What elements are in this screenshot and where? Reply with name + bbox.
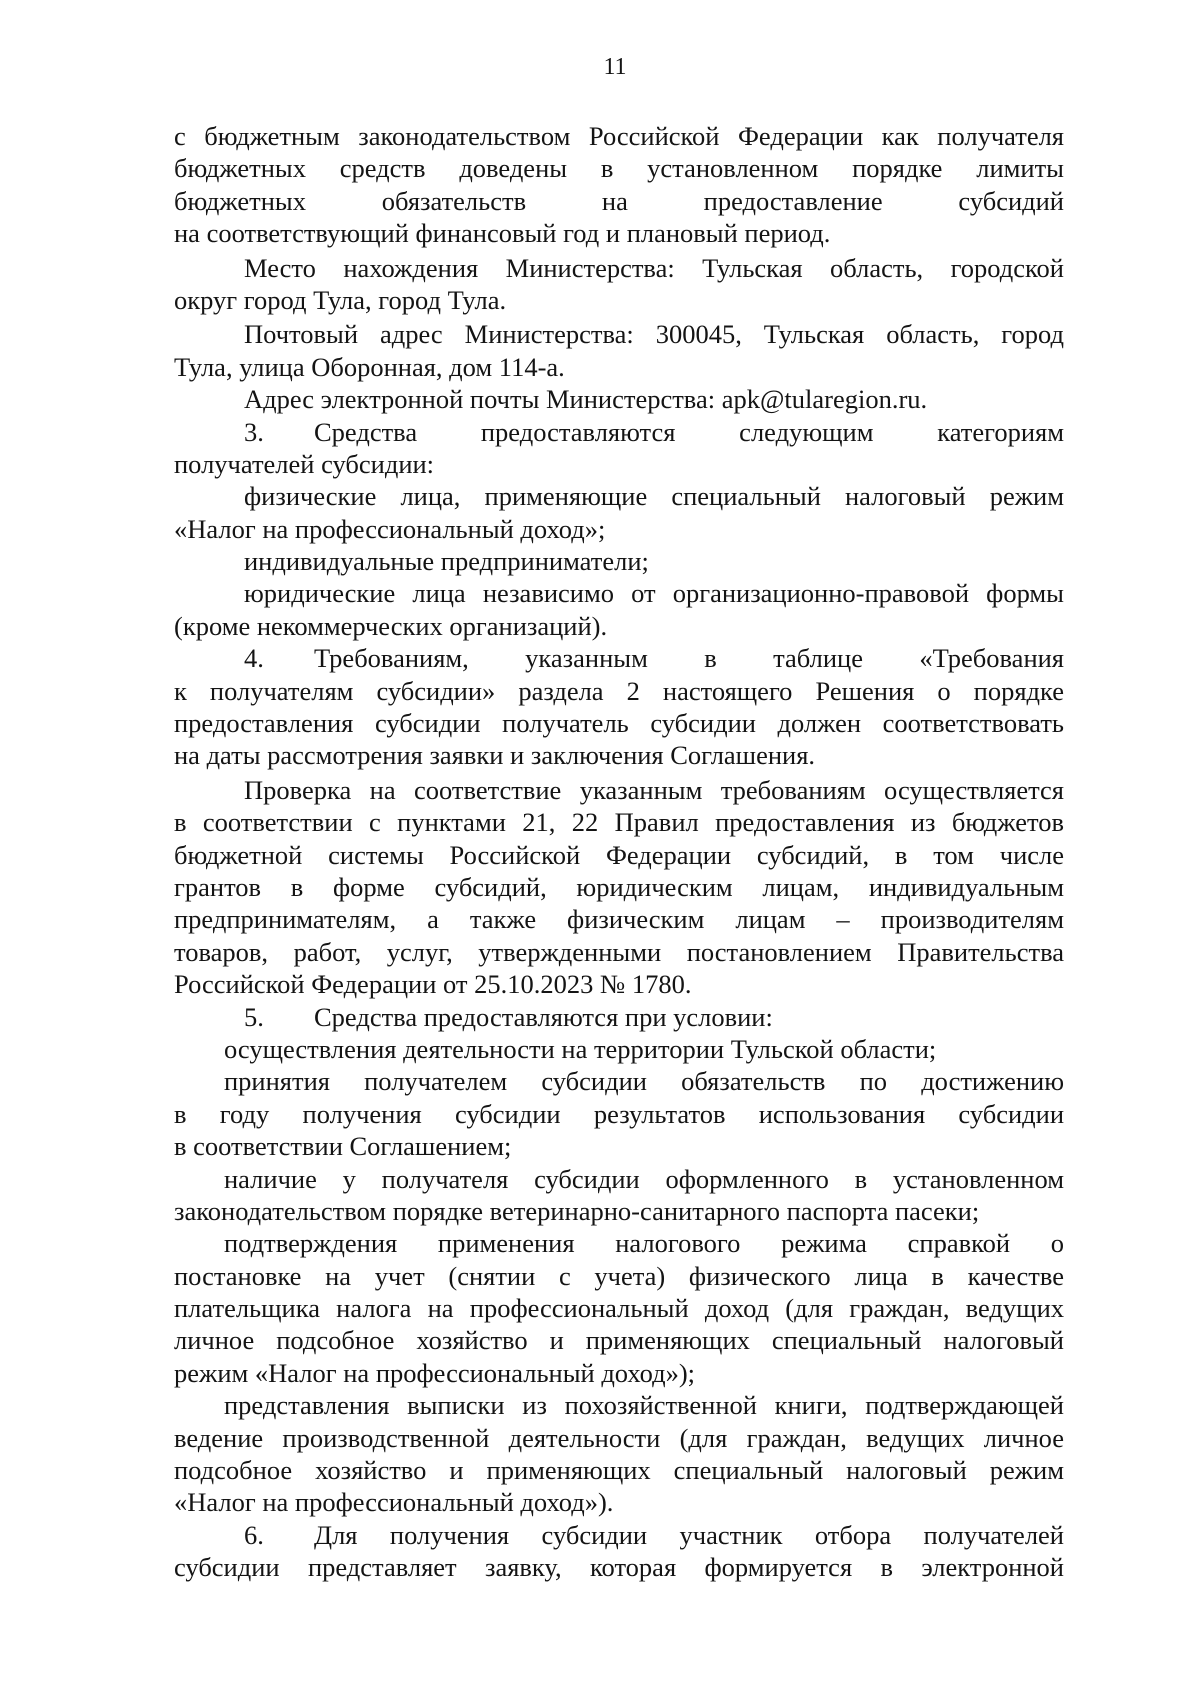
text-line: личное подсобное хозяйство и применяющих специальный налоговый — [174, 1325, 1064, 1356]
text-line: Почтовый адрес Министерства: 300045, Тульская область, город — [244, 319, 1064, 350]
text-line: Место нахождения Министерства: Тульская область, городской — [244, 252, 1064, 283]
text-line: на соответствующий финансовый год и плановый период. — [174, 218, 831, 249]
text-line: товаров, работ, услуг, утвержденными постановлением Правительства — [174, 936, 1064, 967]
numbered-line — [174, 416, 1064, 448]
text-line: подсобное хозяйство и применяющих специальный налоговый режим — [174, 1455, 1064, 1486]
text-line: Адрес электронной почты Министерства: apk@tularegion.ru. — [244, 384, 928, 415]
page-number: 11 — [603, 54, 627, 80]
text-line: Средства предоставляются при условии: — [314, 1001, 773, 1032]
text-line: бюджетных средств доведены в установленном порядке лимиты — [174, 153, 1064, 184]
text-line: Требованиям, указанным в таблице «Требования — [314, 643, 1064, 674]
text-line: представления выписки из похозяйственной книги, подтверждающей — [224, 1390, 1064, 1421]
document-body — [174, 120, 1064, 1584]
text-line: субсидии представляет заявку, которая формируется в электронной — [174, 1552, 1064, 1583]
text-line: Средства предоставляются следующим категориям — [314, 416, 1064, 447]
numbered-line — [174, 642, 1064, 674]
text-line: грантов в форме субсидий, юридическим лицам, индивидуальным — [174, 871, 1064, 902]
text-line: в году получения субсидии результатов использования субсидии — [174, 1098, 1064, 1129]
text-line: постановке на учет (снятии с учета) физического лица в качестве — [174, 1260, 1064, 1291]
text-line: (кроме некоммерческих организаций). — [174, 610, 608, 641]
text-line: физические лица, применяющие специальный налоговый режим — [244, 481, 1064, 512]
text-line: с бюджетным законодательством Российской Федерации как получателя — [174, 121, 1064, 151]
item-number: 3. — [244, 416, 264, 447]
text-line: «Налог на профессиональный доход»). — [174, 1487, 614, 1518]
item-number: 5. — [244, 1001, 264, 1032]
text-line: Российской Федерации от 25.10.2023 № 1780. — [174, 969, 692, 1000]
text-line: юридические лица независимо от организационно-правовой формы — [244, 578, 1064, 609]
text-line: режим «Налог на профессиональный доход»); — [174, 1357, 696, 1388]
text-line: к получателям субсидии» раздела 2 настоящего Решения о порядке — [174, 675, 1064, 706]
text-line: округ город Тула, город Тула. — [174, 284, 507, 315]
text-line: осуществления деятельности на территории Тульской области; — [224, 1033, 937, 1064]
numbered-line — [174, 1001, 1064, 1033]
text-line: индивидуальные предприниматели; — [244, 546, 649, 577]
text-line: предпринимателям, а также физическим лицам – производителям — [174, 904, 1064, 935]
text-line: на даты рассмотрения заявки и заключения Соглашения. — [174, 740, 816, 771]
text-line: Проверка на соответствие указанным требованиям осуществляется — [244, 774, 1064, 805]
text-line: законодательством порядке ветеринарно-санитарного паспорта пасеки; — [174, 1195, 980, 1226]
text-line: ведение производственной деятельности (для граждан, ведущих личное — [174, 1422, 1064, 1453]
numbered-line — [174, 1519, 1064, 1551]
item-number: 6. — [244, 1519, 264, 1550]
text-line: в соответствии с пунктами 21, 22 Правил предоставления из бюджетов — [174, 807, 1064, 838]
text-line: бюджетных обязательств на предоставление субсидий — [174, 185, 1064, 216]
text-line: наличие у получателя субсидии оформленного в установленном — [224, 1163, 1064, 1194]
text-line: бюджетной системы Российской Федерации субсидий, в том числе — [174, 839, 1064, 870]
text-line: подтверждения применения налогового режима справкой о — [224, 1228, 1064, 1259]
text-line: в соответствии Соглашением; — [174, 1131, 512, 1162]
text-line: плательщика налога на профессиональный доход (для граждан, ведущих — [174, 1293, 1064, 1324]
text-line: «Налог на профессиональный доход»; — [174, 513, 606, 544]
text-line: предоставления субсидии получатель субсидии должен соответствовать — [174, 708, 1064, 739]
text-line: Тула, улица Оборонная, дом 114-а. — [174, 351, 565, 382]
text-line: получателей субсидии: — [174, 448, 435, 479]
text-line: Для получения субсидии участник отбора получателей — [314, 1519, 1064, 1550]
item-number: 4. — [244, 643, 264, 674]
text-line: принятия получателем субсидии обязательств по достижению — [224, 1066, 1064, 1097]
